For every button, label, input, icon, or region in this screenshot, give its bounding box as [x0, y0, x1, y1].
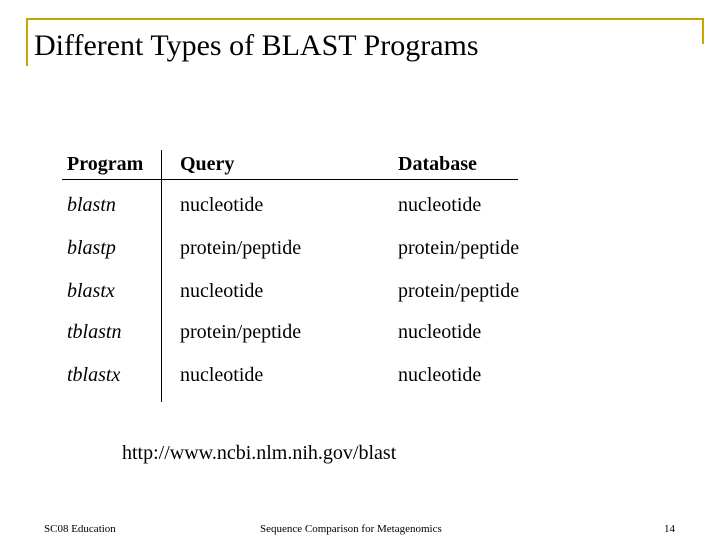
- row-1-program: blastn: [67, 194, 116, 216]
- blast-url-link[interactable]: http://www.ncbi.nlm.nih.gov/blast: [122, 442, 397, 464]
- row-3-program: blastx: [67, 280, 115, 302]
- title-frame-top-line: [26, 18, 704, 20]
- row-4-database: nucleotide: [398, 321, 482, 343]
- row-1-query: nucleotide: [180, 194, 264, 216]
- program-column-divider: [161, 150, 162, 402]
- row-2-database: protein/peptide: [398, 237, 520, 259]
- footer-left-text: SC08 Education: [44, 523, 116, 535]
- row-4-query: protein/peptide: [180, 321, 302, 343]
- header-query: Query: [180, 153, 235, 175]
- row-3-database: protein/peptide: [398, 280, 520, 302]
- row-3-query: nucleotide: [180, 280, 264, 302]
- row-2-query: protein/peptide: [180, 237, 302, 259]
- row-5-database: nucleotide: [398, 364, 482, 386]
- footer-page-number: 14: [664, 523, 675, 535]
- header-program: Program: [67, 153, 144, 175]
- header-divider: [62, 179, 518, 180]
- header-database: Database: [398, 153, 477, 175]
- title-frame-left-line: [26, 18, 28, 66]
- footer-center-text: Sequence Comparison for Metagenomics: [260, 523, 442, 535]
- row-5-program: tblastx: [67, 364, 121, 386]
- row-1-database: nucleotide: [398, 194, 482, 216]
- row-4-program: tblastn: [67, 321, 122, 343]
- slide-title: Different Types of BLAST Programs: [34, 29, 479, 62]
- row-5-query: nucleotide: [180, 364, 264, 386]
- row-2-program: blastp: [67, 237, 116, 259]
- title-frame-right-line: [702, 18, 704, 44]
